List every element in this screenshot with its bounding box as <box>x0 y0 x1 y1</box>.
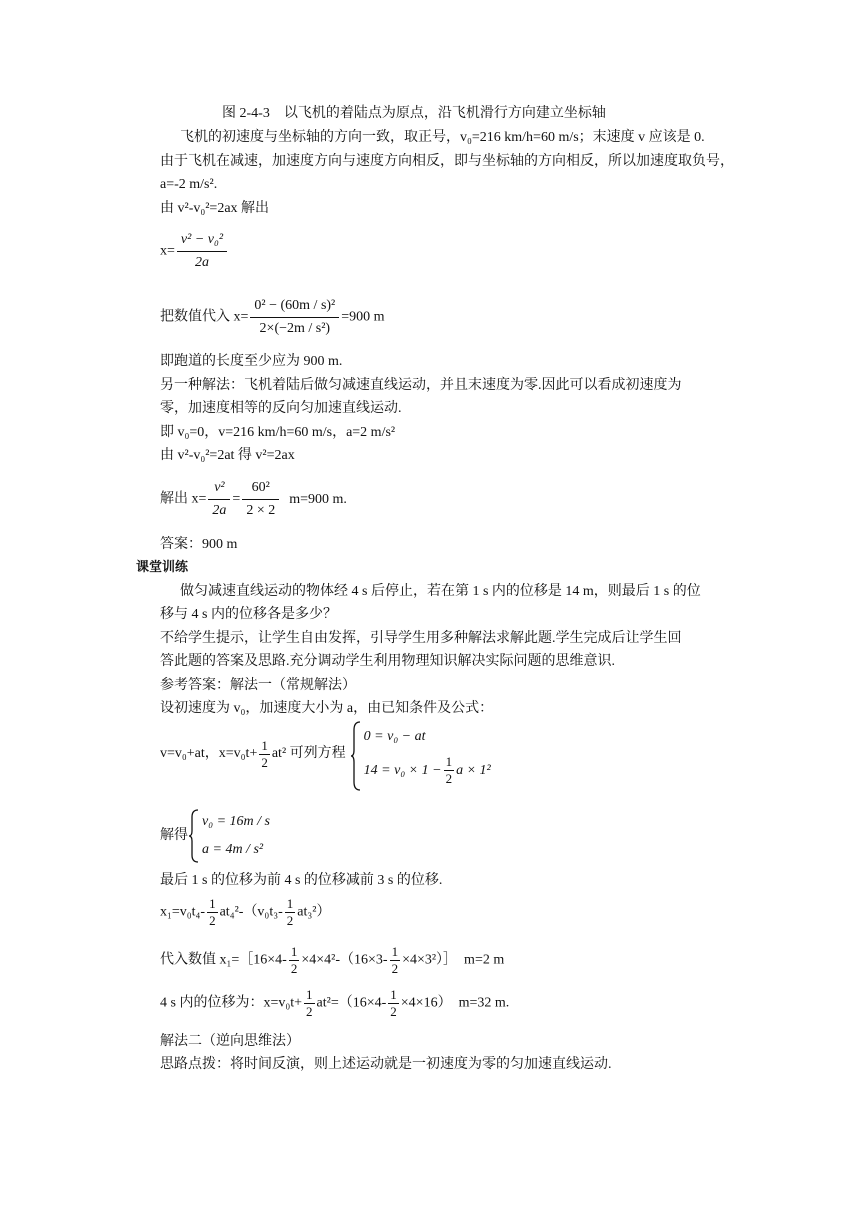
eq-part: 代入数值 x₁=［16×4- <box>160 952 287 968</box>
paragraph-line: 做匀减速直线运动的物体经 4 s 后停止，若在第 1 s 内的位移是 14 m，则最后 1 s 的位 <box>180 584 701 599</box>
fraction-numerator: 1 <box>306 987 313 1002</box>
fraction-half <box>285 896 296 929</box>
fraction-numerator: v² <box>208 477 230 500</box>
fraction-numerator: 1 <box>390 987 397 1002</box>
paragraph-line: 最后 1 s 的位移为前 4 s 的位移减前 3 s 的位移. <box>160 873 443 888</box>
fraction-denominator: 2 × 2 <box>246 503 276 518</box>
eq-lhs: 解得 <box>160 828 188 843</box>
eq-part: at₃²） <box>297 904 331 920</box>
eq-lhs: 把数值代入 x= <box>160 309 249 325</box>
paragraph-line: 解法二（逆向思维法） <box>160 1034 300 1049</box>
fraction <box>208 477 230 522</box>
fraction-numerator: v² − v₀² <box>177 229 227 252</box>
fraction-denominator: 2a <box>194 255 209 270</box>
fraction-half <box>259 738 270 771</box>
eq-rhs: m=900 m. <box>289 491 347 507</box>
eq-part: 14 = v₀ × 1 − <box>363 763 442 778</box>
eq-part: ×4×3²）］ m=2 m <box>402 952 505 968</box>
system-equation-2: a = 4m / s² <box>202 842 264 857</box>
fraction-half <box>207 896 218 929</box>
section-heading: 课堂训练 <box>136 560 189 575</box>
equation-x1 <box>160 896 330 929</box>
eq-lhs: v=v₀+at，x=v₀t+ <box>160 746 258 761</box>
equation-substitution <box>160 295 385 340</box>
paragraph-line: 飞机的初速度与坐标轴的方向一致，取正号，v₀=216 km/h=60 m/s；末速度 v 应该是 0. <box>180 130 705 145</box>
equation-x1-substitution <box>160 944 504 977</box>
paragraph-line: 由 v²-v₀²=2ax 解出 <box>160 201 270 216</box>
paragraph-line: 即跑道的长度至少应为 900 m. <box>160 354 343 369</box>
fraction <box>177 229 227 274</box>
equation-4s-displacement <box>160 987 509 1020</box>
fraction-half <box>444 754 455 787</box>
fraction-denominator: 2 <box>290 961 298 976</box>
equation-result <box>160 477 347 522</box>
eq-part: 4 s 内的位移为：x=v₀t+ <box>160 995 303 1011</box>
paragraph-line: 思路点拨：将时间反演，则上述运动就是一初速度为零的匀加速直线运动. <box>160 1057 612 1072</box>
paragraph-line: 设初速度为 v₀，加速度大小为 a，由已知条件及公式： <box>160 701 494 716</box>
eq-lhs: x= <box>160 243 175 259</box>
equals-sign: = <box>232 491 241 507</box>
eq-part: a × 1² <box>456 763 491 778</box>
fraction-denominator: 2 <box>445 771 453 787</box>
fraction-denominator: 2 <box>261 754 268 770</box>
paragraph-line: 由于飞机在减速，加速度方向与速度方向相反，即与坐标轴的方向相反，所以加速度取负号， <box>160 154 734 169</box>
eq-rhs: =900 m <box>341 309 385 325</box>
figure-caption: 图 2-4-3 以飞机的着陆点为原点，沿飞机滑行方向建立坐标轴 <box>222 106 606 121</box>
system-equation-1: 0 = v₀ − at <box>363 729 426 744</box>
fraction-numerator: 1 <box>445 754 453 770</box>
fraction-denominator: 2 <box>286 913 294 928</box>
left-brace <box>350 720 362 792</box>
eq-part: at₄²-（v₀t₃- <box>219 904 283 920</box>
paragraph-line: 移与 4 s 内的位移各是多少？ <box>160 607 337 622</box>
paragraph-line: 由 v²-v₀²=2at 得 v²=2ax <box>160 448 295 463</box>
eq-part: at²=（16×4- <box>316 995 387 1011</box>
equation-solution <box>160 808 270 864</box>
left-brace <box>188 808 200 864</box>
fraction-half <box>390 944 401 977</box>
fraction-half <box>388 987 399 1020</box>
fraction-denominator: 2 <box>390 1004 397 1019</box>
paragraph-line: 零，加速度相等的反向匀加速直线运动. <box>160 401 402 416</box>
system-equation-1: v₀ = 16m / s <box>202 814 270 829</box>
fraction-half <box>289 944 300 977</box>
paragraph-line: 另一种解法：飞机着陆后做匀减速直线运动，并且末速度为零.因此可以看成初速度为 <box>160 378 682 393</box>
fraction-numerator: 1 <box>391 944 399 959</box>
eq-part: x₁=v₀t₄- <box>160 904 206 920</box>
equation-system-setup <box>160 720 491 788</box>
equation-x <box>160 229 229 274</box>
fraction-numerator: 1 <box>209 896 216 911</box>
fraction-numerator: 1 <box>261 737 268 753</box>
fraction-numerator: 1 <box>286 896 294 911</box>
eq-mid: at² 可列方程 <box>271 746 346 761</box>
fraction-half <box>304 987 315 1020</box>
fraction-numerator: 1 <box>290 944 298 959</box>
equation-system <box>188 808 270 864</box>
fraction-denominator: 2 <box>209 913 216 928</box>
fraction-denominator: 2×(−2m / s²) <box>259 321 331 336</box>
fraction <box>242 477 279 522</box>
paragraph-line: 不给学生提示，让学生自由发挥，引导学生用多种解法求解此题.学生完成后让学生回 <box>160 631 682 646</box>
answer-line: 答案：900 m <box>160 537 238 552</box>
fraction-numerator: 60² <box>242 477 279 500</box>
eq-part: ×4×4²-（16×3- <box>301 952 388 968</box>
fraction-denominator: 2a <box>212 503 227 518</box>
system-equation-2 <box>364 754 491 788</box>
paragraph-line: 即 v₀=0，v=216 km/h=60 m/s，a=2 m/s² <box>160 425 396 440</box>
eq-lhs: 解出 x= <box>160 491 207 507</box>
fraction-numerator: 0² − (60m / s)² <box>250 295 339 318</box>
fraction-denominator: 2 <box>306 1004 313 1019</box>
paragraph-line: 参考答案：解法一（常规解法） <box>160 678 356 693</box>
equation-system <box>350 720 491 788</box>
paragraph-line: 答此题的答案及思路.充分调动学生利用物理知识解决实际问题的思维意识. <box>160 654 615 669</box>
fraction <box>250 295 339 340</box>
paragraph-line: a=-2 m/s². <box>160 177 218 192</box>
eq-part: ×4×16） m=32 m. <box>400 995 510 1011</box>
fraction-denominator: 2 <box>391 961 399 976</box>
